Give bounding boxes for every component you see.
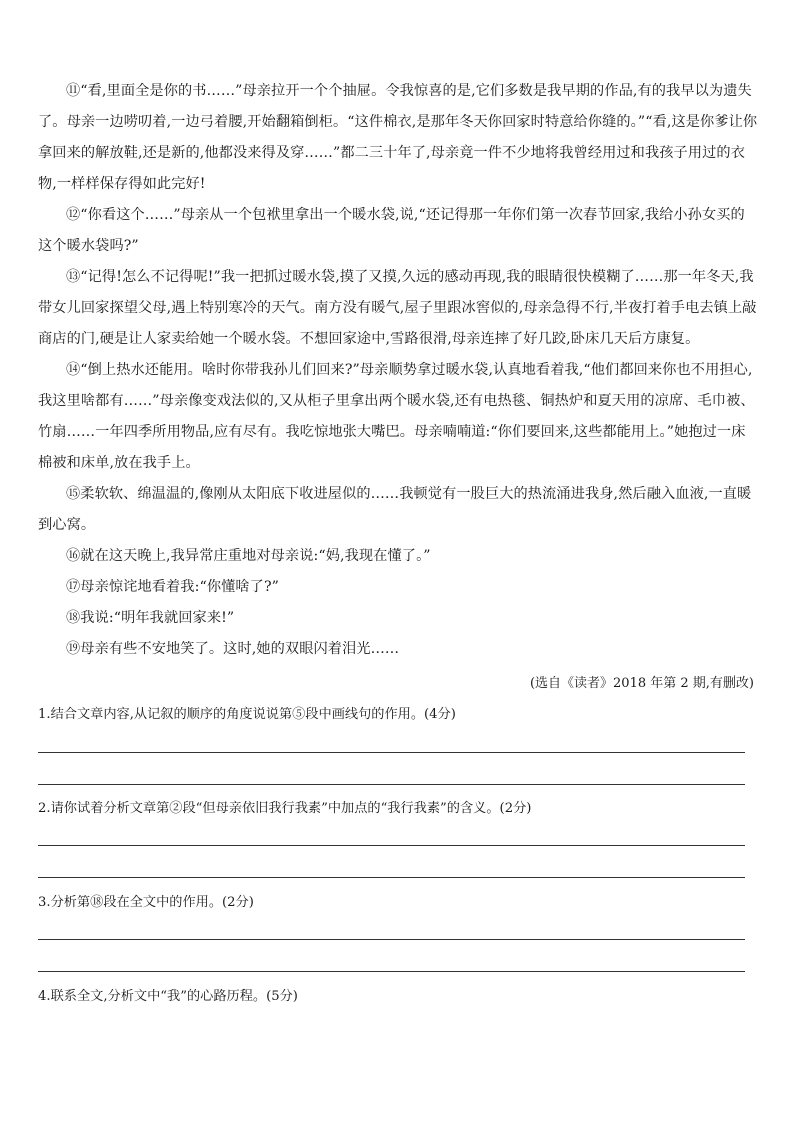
- source-citation: (选自《读者》2018 年第 2 期,有删改): [529, 676, 754, 691]
- paragraph-13: ⑬“记得!怎么不记得呢!”我一把抓过暖水袋,摸了又摸,久远的感动再现,我的眼睛很快模糊了……那一年冬天,我带女儿回家探望父母,遇上特别寒冷的天气。南方没有暖气,屋子里跟冰窖似的,母亲急得不行,半夜打着手电去镇上敲商店的门,硬是让人家卖给她一个暖水袋。不想回家途中,雪路很滑,母亲连摔了好几跤,卧床几天后方康复。: [38, 269, 757, 347]
- paragraph-11: ⑪“看,里面全是你的书……”母亲拉开一个个抽屉。令我惊喜的是,它们多数是我早期的作品,有的我早以为遗失了。母亲一边唠叨着,一边弓着腰,开始翻箱倒柜。“这件棉衣,是那年冬天你回家时特意给你缝的。”“看,这是你爹让你拿回来的解放鞋,还是新的,他都没来得及穿……”都二三十年了,母亲竟一件不少地将我曾经用过和我孩子用过的衣物,一样样保存得如此完好!: [38, 83, 758, 192]
- question-4: 4.联系全文,分析文中“我”的心路历程。(5分): [38, 989, 298, 1004]
- paragraph-15: ⑮柔软软、绵温温的,像刚从太阳底下收进屋似的……我顿觉有一股巨大的热流涌进我身,然后融入血液,一直暖到心窝。: [38, 486, 752, 533]
- paragraph-19: ⑲母亲有些不安地笑了。这时,她的双眼闪着泪光……: [66, 641, 400, 657]
- answer-line[interactable]: [38, 939, 745, 940]
- question-3: 3.分析第⑱段在全文中的作用。(2分): [38, 895, 254, 910]
- question-2: 2.请你试着分析文章第②段“但母亲依旧我行我素”中加点的“我行我素”的含义。(2分): [38, 801, 532, 816]
- paragraph-18: ⑱我说:“明年我就回家来!”: [66, 610, 235, 626]
- paragraph-17: ⑰母亲惊诧地看着我:“你懂啥了?”: [66, 579, 280, 595]
- paragraph-16: ⑯就在这天晚上,我异常庄重地对母亲说:“妈,我现在懂了。”: [66, 548, 431, 564]
- paragraph-14: ⑭“倒上热水还能用。啥时你带我孙儿们回来?”母亲顺势拿过暖水袋,认真地看着我,“他们都回来你也不用担心,我这里啥都有……”母亲像变戏法似的,又从柜子里拿出两个暖水袋,还有电热毯、铜热炉和夏天用的凉席、毛巾被、竹扇……一年四季所用物品,应有尽有。我吃惊地张大嘴巴。母亲喃喃道:“你们要回来,这些都能用上。”她抱过一床棉被和床单,放在我手上。: [38, 362, 755, 471]
- answer-line[interactable]: [38, 845, 745, 846]
- paragraph-12: ⑫“你看这个……”母亲从一个包袱里拿出一个暖水袋,说,“还记得那一年你们第一次春节回家,我给小孙女买的这个暖水袋吗?”: [38, 207, 745, 254]
- answer-line[interactable]: [38, 752, 745, 753]
- answer-line[interactable]: [38, 971, 745, 972]
- answer-line[interactable]: [38, 877, 745, 878]
- question-1: 1.结合文章内容,从记叙的顺序的角度说说第⑤段中画线句的作用。(4分): [38, 707, 456, 722]
- answer-line[interactable]: [38, 784, 745, 785]
